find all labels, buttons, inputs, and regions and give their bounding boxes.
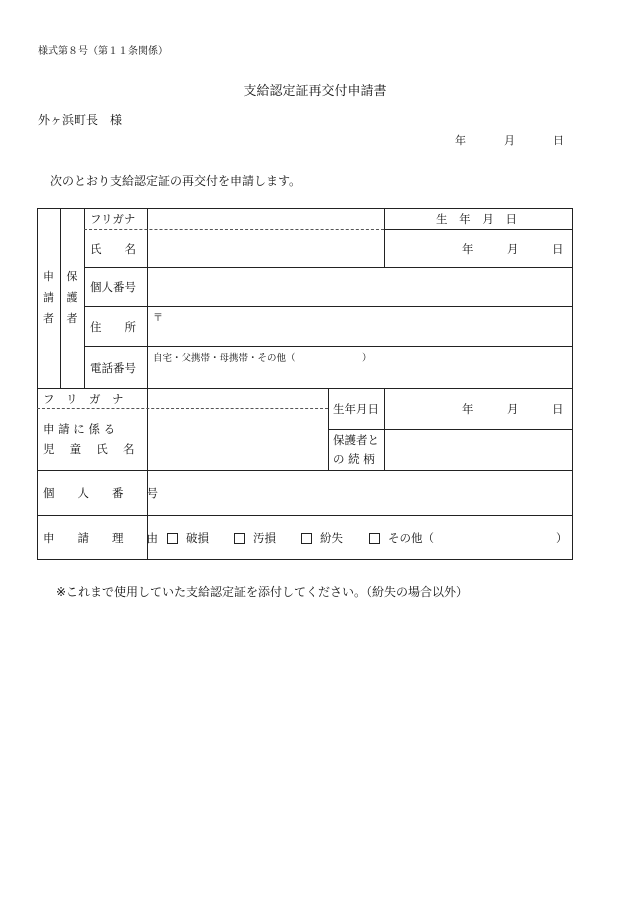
guardian-id-number-field[interactable] <box>148 268 573 306</box>
guardian-char: 者 <box>66 312 78 325</box>
intro-text: 次のとおり支給認定証の再交付を申請します。 <box>50 174 302 188</box>
guardian-phone-label: 電話番号 <box>90 360 136 375</box>
date-year-label: 年 <box>455 134 466 147</box>
phone-options: 自宅・父携帯・母携帯・その他（ ） <box>153 353 372 364</box>
guardian-furigana-field[interactable] <box>148 209 384 229</box>
form-number: 様式第８号（第１１条関係） <box>38 46 168 57</box>
child-furigana-label: フ リ ガ ナ <box>43 391 124 406</box>
guardian-address-label: 住 所 <box>90 319 136 334</box>
table-line <box>384 229 573 230</box>
applicant-char: 請 <box>43 291 54 304</box>
table-line <box>84 208 85 388</box>
date-month-label: 月 <box>504 134 515 147</box>
relation-label-line1: 保護者と <box>333 433 379 447</box>
guardian-group-label <box>60 266 84 329</box>
reason-other-close-paren: ） <box>556 531 568 545</box>
checkbox-icon <box>301 533 312 544</box>
child-birthdate-label: 生年月日 <box>333 402 379 416</box>
reason-option-soiled[interactable] <box>234 516 276 560</box>
reason-option-label: 紛失 <box>320 531 343 545</box>
applicant-char: 申 <box>43 270 54 283</box>
child-name-field[interactable] <box>148 409 328 470</box>
attachment-note: ※これまで使用していた支給認定証を添付してください。（紛失の場合以外） <box>56 585 469 599</box>
table-line <box>84 346 573 347</box>
addressee: 外ヶ浜町長 様 <box>38 113 123 127</box>
child-birth-day-label: 日 <box>552 402 564 416</box>
reason-option-other[interactable] <box>369 516 434 560</box>
guardian-char: 保 <box>66 270 78 283</box>
guardian-phone-field[interactable] <box>148 365 573 388</box>
guardian-birth-day-label: 日 <box>552 241 564 256</box>
reason-option-lost[interactable] <box>301 516 343 560</box>
child-name-label-line2: 児 童 氏 名 <box>43 442 135 456</box>
applicant-char: 者 <box>43 312 54 325</box>
reason-option-label: 汚損 <box>253 531 276 545</box>
guardian-id-number-label: 個人番号 <box>90 280 136 294</box>
child-birth-year-label: 年 <box>462 402 474 416</box>
child-id-number-label: 個 人 番 号 <box>43 486 158 500</box>
relation-label-line2: の 続 柄 <box>333 452 375 466</box>
guardian-name-label: 氏 名 <box>90 241 136 256</box>
document-title: 支給認定証再交付申請書 <box>243 84 387 99</box>
child-id-number-field[interactable] <box>148 471 573 515</box>
guardian-char: 護 <box>66 291 78 304</box>
applicant-group-label <box>37 266 60 329</box>
guardian-birth-month-label: 月 <box>507 241 519 256</box>
guardian-name-field[interactable] <box>148 230 384 267</box>
checkbox-icon <box>234 533 245 544</box>
guardian-birthdate-header: 生 年 月 日 <box>436 212 521 226</box>
reason-option-label: その他（ <box>388 531 434 545</box>
reason-option-label: 破損 <box>186 531 209 545</box>
child-name-label-line1: 申 請 に 係 る <box>43 422 116 436</box>
reason-option-damaged[interactable] <box>167 516 209 560</box>
checkbox-icon <box>369 533 380 544</box>
guardian-furigana-label: フリガナ <box>90 212 136 226</box>
guardian-address-field[interactable] <box>148 307 573 346</box>
guardian-birth-year-label: 年 <box>462 241 474 256</box>
postal-mark: 〒 <box>153 313 163 324</box>
reason-label: 申 請 理 由 <box>43 531 158 545</box>
checkbox-icon <box>167 533 178 544</box>
child-furigana-field[interactable] <box>148 389 328 408</box>
date-day-label: 日 <box>553 134 564 147</box>
relation-field[interactable] <box>385 430 573 470</box>
child-birth-month-label: 月 <box>507 402 519 416</box>
